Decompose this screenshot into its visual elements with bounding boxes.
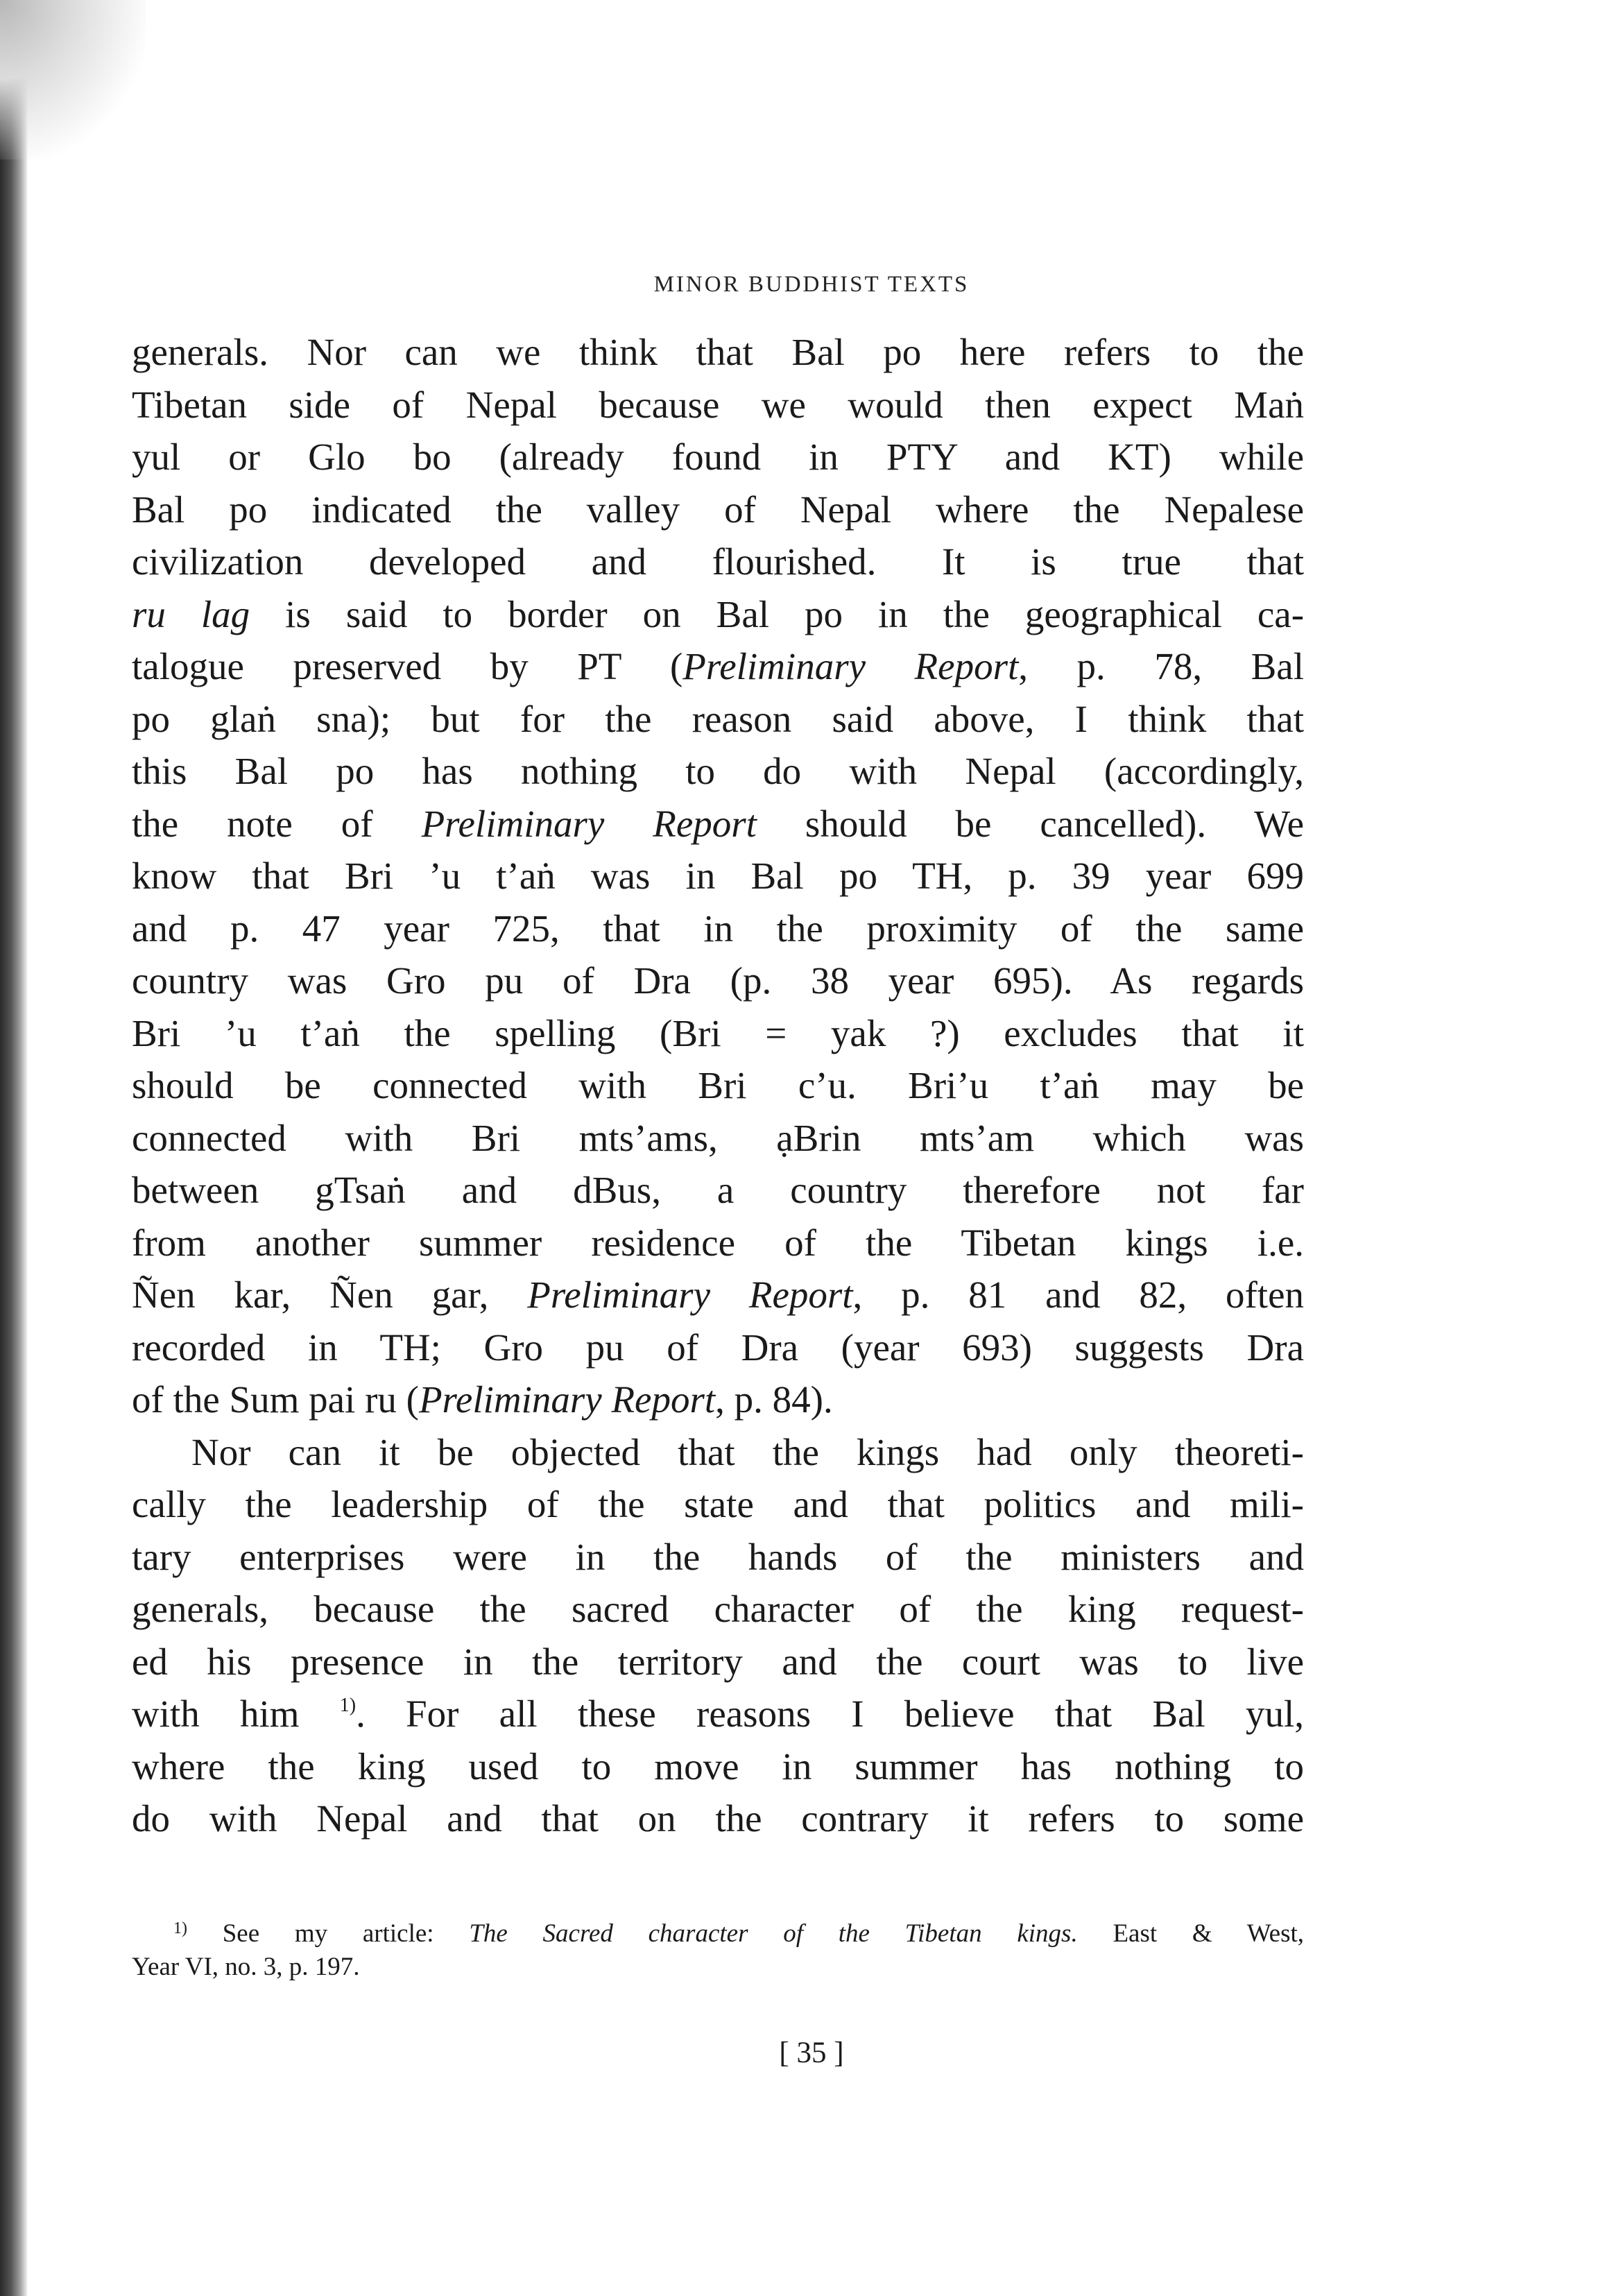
text-line: tary enterprises were in the hands of the ministers and <box>132 1535 1304 1578</box>
text-line: recorded in TH; Gro pu of Dra (year 693) suggests Dra <box>132 1326 1304 1369</box>
main-text <box>132 326 1304 1845</box>
footnote-marker: 1) <box>173 1919 187 1937</box>
footnote-article-title: The Sacred character of the Tibetan kings. <box>469 1919 1078 1948</box>
italic-term: ru lag <box>132 592 250 635</box>
text-line: this Bal po has nothing to do with Nepal (accordingly, <box>132 750 1304 792</box>
text-line: do with Nepal and that on the contrary it refers to some <box>132 1797 1304 1840</box>
book-binding-edge <box>0 0 28 2296</box>
text-line: civilization developed and flourished. It is true that <box>132 540 1304 583</box>
text-line: Bal po indicated the valley of Nepal where the Nepalese <box>132 488 1304 531</box>
text-line: the note of Preliminary Report should be cancelled). We <box>132 802 1304 845</box>
text-line: of the Sum pai ru (Preliminary Report, p. 84). <box>132 1378 833 1421</box>
footnote-line: Year VI, no. 3, p. 197. <box>132 1953 360 1981</box>
page-number: [ 35 ] <box>779 2037 844 2069</box>
paragraph-1 <box>132 326 1304 1426</box>
text-line: ed his presence in the territory and the court was to live <box>132 1640 1304 1683</box>
text-line: talogue preserved by PT (Preliminary Report, p. 78, Bal <box>132 645 1304 687</box>
text-line: Ñen kar, Ñen gar, Preliminary Report, p. 81 and 82, often <box>132 1274 1304 1316</box>
text-line: Tibetan side of Nepal because we would then expect Maṅ <box>132 383 1304 426</box>
paragraph-2 <box>132 1426 1304 1845</box>
text-line: should be connected with Bri c’u. Bri’u t’aṅ may be <box>132 1064 1304 1106</box>
italic-title: Preliminary Report <box>421 802 757 845</box>
text-line: po glaṅ sna); but for the reason said above, I think that <box>132 697 1304 740</box>
text-line: generals. Nor can we think that Bal po here refers to the <box>132 331 1304 373</box>
footnote-line: $^{1)}$ See my article: The Sacred character of the Tibetan kings. East & West, <box>173 1919 1305 1948</box>
text-line: from another summer residence of the Tibetan kings i.e. <box>132 1221 1304 1264</box>
footnote <box>132 1912 1304 1984</box>
text-line: generals, because the sacred character of the king request- <box>132 1588 1304 1630</box>
footnote-reference[interactable]: 1) <box>339 1695 357 1716</box>
text-line: know that Bri ’u t’aṅ was in Bal po TH, p. 39 year 699 <box>132 855 1304 897</box>
italic-title: Preliminary Report <box>527 1274 853 1316</box>
text-line: connected with Bri mts’ams, ạBrin mts’am which was <box>132 1116 1304 1159</box>
text-line: with him $^{1)}$. For all these reasons I believe that Bal yul, <box>132 1693 1305 1735</box>
italic-title: Preliminary Report <box>418 1378 716 1421</box>
text-line: ru lag is said to border on Bal po in the geographical ca- <box>132 592 1305 635</box>
text-line: between gTsaṅ and dBus, a country therefore not far <box>132 1169 1304 1211</box>
running-head: MINOR BUDDHIST TEXTS <box>653 272 970 297</box>
text-line: Bri ’u t’aṅ the spelling (Bri = yak ?) excludes that it <box>132 1011 1304 1054</box>
italic-title: Preliminary Report <box>682 645 1019 687</box>
text-line: yul or Glo bo (already found in PTY and KT) while <box>132 436 1304 478</box>
text-line: where the king used to move in summer has nothing to <box>132 1745 1304 1788</box>
text-line: and p. 47 year 725, that in the proximity of the same <box>132 907 1304 950</box>
text-line: Nor can it be objected that the kings had only theoreti- <box>191 1430 1304 1473</box>
binding-shadow <box>0 0 146 160</box>
text-line: cally the leadership of the state and that politics and mili- <box>132 1483 1304 1525</box>
text-line: country was Gro pu of Dra (p. 38 year 695). As regards <box>132 959 1304 1002</box>
